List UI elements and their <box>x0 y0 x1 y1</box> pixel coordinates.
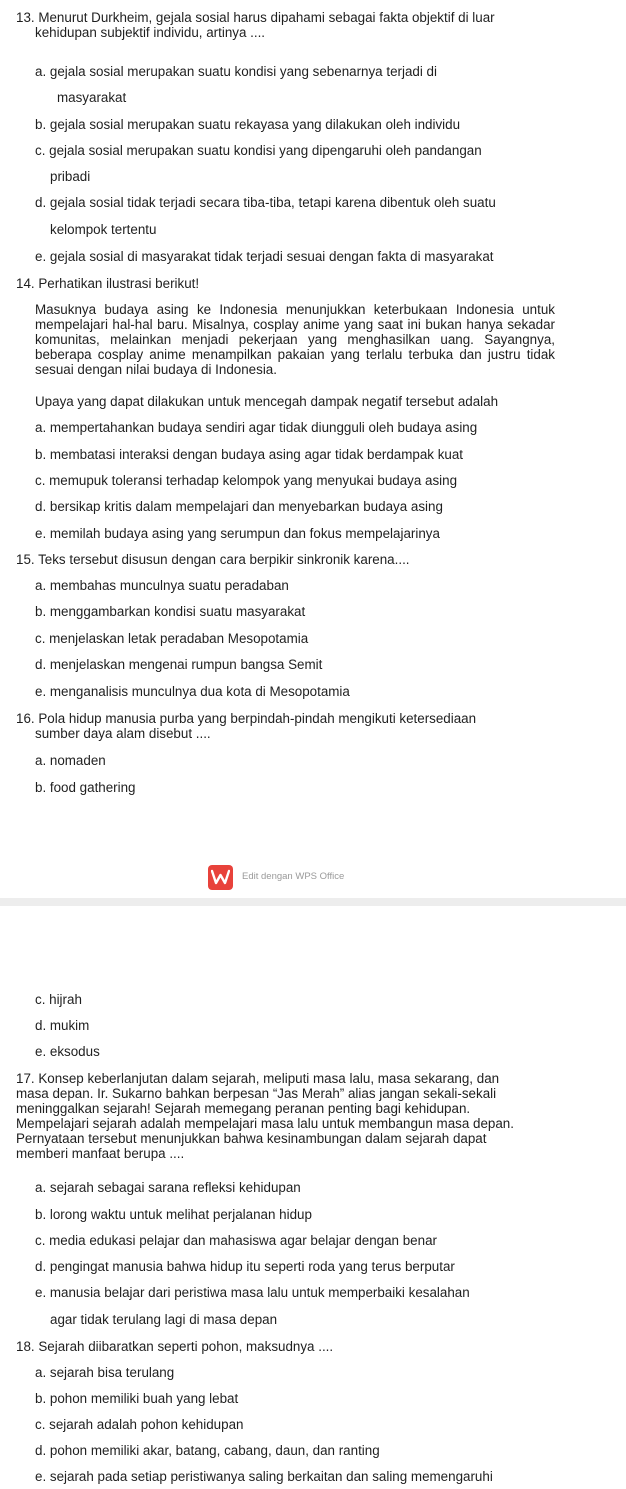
question-16-stem-cont: sumber daya alam disebut .... <box>35 726 211 741</box>
question-13-option-a: a. gejala sosial merupakan suatu kondisi yang sebenarnya terjadi di <box>35 64 437 79</box>
question-17-option-b: b. lorong waktu untuk melihat perjalanan hidup <box>35 1207 312 1222</box>
question-14-option-e: e. memilah budaya asing yang serumpun dan fokus mempelajarinya <box>35 526 440 541</box>
question-16-option-c: c. hijrah <box>35 992 82 1007</box>
question-17-option-c: c. media edukasi pelajar dan mahasiswa agar belajar dengan benar <box>35 1233 437 1248</box>
question-14-passage: Masuknya budaya asing ke Indonesia menunjukkan keterbukaan Indonesia untuk mempelajari hal-hal baru. Misalnya, cosplay anime yang saat ini bukan hanya sekadar komunitas, melainkan menjadi pekerjaan yang menghasilkan uang. Sayangnya, beberapa cosplay anime menampilkan pakaian yang terlalu terbuka dan justru tidak sesuai dengan nilai budaya di Indonesia. <box>35 302 555 377</box>
question-13-option-d-cont: kelompok tertentu <box>50 222 157 237</box>
question-13-option-d: d. gejala sosial tidak terjadi secara tiba-tiba, tetapi karena dibentuk oleh suatu <box>35 195 496 210</box>
question-18-option-c: c. sejarah adalah pohon kehidupan <box>35 1417 244 1432</box>
question-18-option-e: e. sejarah pada setiap peristiwanya saling berkaitan dan saling memengaruhi <box>35 1469 493 1484</box>
question-13-stem: 13. Menurut Durkheim, gejala sosial harus dipahami sebagai fakta objektif di luar <box>16 10 495 25</box>
question-16-option-e: e. eksodus <box>35 1044 100 1059</box>
question-15-option-d: d. menjelaskan mengenai rumpun bangsa Semit <box>35 657 323 672</box>
question-13-stem-cont: kehidupan subjektif individu, artinya .... <box>35 25 266 40</box>
page-separator <box>0 898 626 906</box>
document-page-2 <box>0 906 626 1489</box>
question-17-option-e: e. manusia belajar dari peristiwa masa lalu untuk memperbaiki kesalahan <box>35 1285 470 1300</box>
question-18-option-d: d. pohon memiliki akar, batang, cabang, daun, dan ranting <box>35 1443 380 1458</box>
question-14-option-d: d. bersikap kritis dalam mempelajari dan menyebarkan budaya asing <box>35 499 443 514</box>
question-15-option-a: a. membahas munculnya suatu peradaban <box>35 578 289 593</box>
question-16-option-a: a. nomaden <box>35 753 106 768</box>
question-14-option-b: b. membatasi interaksi dengan budaya asing agar tidak berdampak kuat <box>35 447 464 462</box>
question-17-option-d: d. pengingat manusia bahwa hidup itu seperti roda yang terus berputar <box>35 1259 455 1274</box>
question-13-option-c: c. gejala sosial merupakan suatu kondisi yang dipengaruhi oleh pandangan <box>35 143 482 158</box>
question-18-option-a: a. sejarah bisa terulang <box>35 1365 175 1380</box>
question-14-option-c: c. memupuk toleransi terhadap kelompok yang menyukai budaya asing <box>35 473 458 488</box>
question-18-option-b: b. pohon memiliki buah yang lebat <box>35 1391 239 1406</box>
wps-edit-link[interactable]: Edit dengan WPS Office <box>242 871 345 882</box>
question-17-option-e-cont: agar tidak terulang lagi di masa depan <box>50 1312 278 1327</box>
question-18-stem: 18. Sejarah diibaratkan seperti pohon, maksudnya .... <box>16 1339 334 1354</box>
question-14-prompt: Upaya yang dapat dilakukan untuk mencegah dampak negatif tersebut adalah <box>35 394 499 409</box>
question-15-stem: 15. Teks tersebut disusun dengan cara berpikir sinkronik karena.... <box>16 552 410 567</box>
wps-office-logo-icon <box>208 865 233 890</box>
question-13-option-e: e. gejala sosial di masyarakat tidak terjadi sesuai dengan fakta di masyarakat <box>35 249 494 264</box>
question-14-option-a: a. mempertahankan budaya sendiri agar tidak diungguli oleh budaya asing <box>35 420 478 435</box>
question-14-stem: 14. Perhatikan ilustrasi berikut! <box>16 276 200 291</box>
question-15-option-c: c. menjelaskan letak peradaban Mesopotamia <box>35 631 309 646</box>
question-17-stem: 17. Konsep keberlanjutan dalam sejarah, meliputi masa lalu, masa sekarang, dan masa depan. Ir. Sukarno bahkan berpesan “Jas Merah” alias jangan sekali-sekali meninggalkan sejarah! Sejarah memegang peranan penting bagi kehidupan. Mempelajari sejarah adalah mempelajari masa lalu untuk membangun masa depan. Pernyataan tersebut menunjukkan bahwa kesinambungan dalam sejarah dapat memberi manfaat berupa .... <box>16 1071 514 1161</box>
question-16-stem: 16. Pola hidup manusia purba yang berpindah-pindah mengikuti ketersediaan <box>16 711 477 726</box>
question-15-option-b: b. menggambarkan kondisi suatu masyarakat <box>35 604 306 619</box>
question-13-option-b: b. gejala sosial merupakan suatu rekayasa yang dilakukan oleh individu <box>35 117 461 132</box>
question-15-option-e: e. menganalisis munculnya dua kota di Mesopotamia <box>35 684 350 699</box>
wps-footer <box>0 863 626 893</box>
question-16-option-d: d. mukim <box>35 1018 90 1033</box>
question-13-option-c-cont: pribadi <box>50 169 91 184</box>
question-16-option-b: b. food gathering <box>35 780 136 795</box>
question-17-option-a: a. sejarah sebagai sarana refleksi kehidupan <box>35 1180 301 1195</box>
question-13-option-a-cont: masyarakat <box>57 90 127 105</box>
